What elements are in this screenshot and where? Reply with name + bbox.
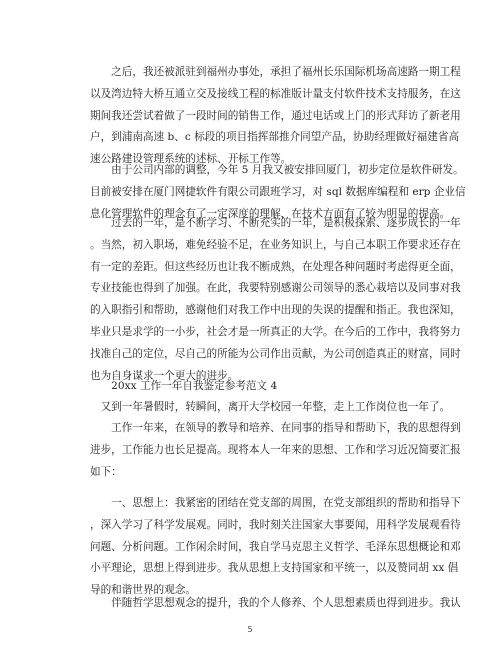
paragraph-summer-intro xyxy=(90,397,451,419)
text-line: 过去的一年，是不断学习、不断充实的一年，是积极探索、逐步成长的一年 xyxy=(90,217,461,229)
paragraph-philosophy xyxy=(90,593,461,615)
text-line: 期间我还尝试着做了一段时间的销售工作，通过电话或上门的形式拜访了新老用 xyxy=(90,109,461,122)
section-heading xyxy=(90,376,412,398)
text-line: 由于公司内部的调整，今年 5 月我又被安排回厦门，初步定位是软件研发。 xyxy=(90,164,464,176)
text-line: 以及湾边特大桥互通立交及接线工程的标准版计量支付软件技术支持服务，在这 xyxy=(90,87,461,100)
text-line: 问题、分析问题。工作闲余时间，我自学马克思主义哲学、毛泽东思想概论和邓 xyxy=(90,540,461,553)
text-line: 户，到浦南高速 b、c 标段的项目指挥部推介同望产品，协助经理做好福建省高 xyxy=(90,131,460,144)
text-line: 找准自己的定位，尽自己的所能为公司作出贡献，为公司创造真正的财富，同时 xyxy=(90,347,461,360)
text-line: 。当然，初入职场，难免经验不足，在业务知识上，与自己本职工作要求还存在 xyxy=(90,238,461,251)
text-line: 息化管理软件的理念有了一定深度的理解，在技术方面有了较为明显的提高。 xyxy=(90,207,451,220)
text-line: 速公路建设管理系统的述标、开标工作等。 xyxy=(90,153,292,166)
text-line: 又到一年暑假时，转瞬间，离开大学校园一年整，走上工作岗位也一年了。 xyxy=(90,401,451,413)
text-line: 小平理论，思想上得到进步。我从思想上支持国家和平统一，以及赞同胡 xx 倡 xyxy=(90,562,459,575)
text-line: 工作一年来，在领导的教导和培养、在同事的指导和帮助下，我的思想得到 xyxy=(90,422,461,434)
page-number: 5 xyxy=(247,625,253,634)
paragraph-fuzhou-office xyxy=(90,62,461,171)
text-line: 也为自身谋求一个更大的进步。 xyxy=(90,369,239,382)
text-line: 毕业只是求学的一小步，社会才是一所真正的大学。在今后的工作中，我将努力 xyxy=(90,325,461,338)
text-line: 伴随哲学思想观念的提升，我的个人修养、个人思想素质也得到进步。我认 xyxy=(90,597,461,609)
paragraph-thought xyxy=(90,493,461,602)
paragraph-work-year xyxy=(90,418,461,483)
text-line: 的入职指引和帮助，感谢他们对我工作中出现的失误的提醒和指正。我也深知， xyxy=(90,304,461,317)
text-line: 目前被安排在厦门网捷软件有限公司跟班学习，对 sql 数据库编程和 erp 企业信 xyxy=(90,185,466,198)
text-line: 如下： xyxy=(90,465,122,478)
text-line: 有一定的差距。但这些经历也让我不断成熟，在处理各种问题时考虑得更全面， xyxy=(90,260,461,273)
text-line: 一、思想上：我紧密的团结在党支部的周围，在党支部组织的帮助和指导下 xyxy=(90,497,461,509)
text-line: 进步，工作能力也长足提高。现将本人一年来的思想、工作和学习近况简要汇报 xyxy=(90,443,461,456)
text-line: ，深入学习了科学发展观。同时，我时刻关注国家大事要闻，用科学发展观看待 xyxy=(90,518,461,531)
section-heading-text: 20xx 工作一年自我鉴定参考范文 4 xyxy=(90,380,278,392)
text-line: 之后，我还被派驻到福州办事处，承担了福州长乐国际机场高速路一期工程 xyxy=(90,66,461,78)
text-line: 导的和谐世界的观念。 xyxy=(90,584,196,597)
text-line: 专业技能也得到了加强。在此，我要特别感谢公司领导的悉心栽培以及同事对我 xyxy=(90,282,461,295)
